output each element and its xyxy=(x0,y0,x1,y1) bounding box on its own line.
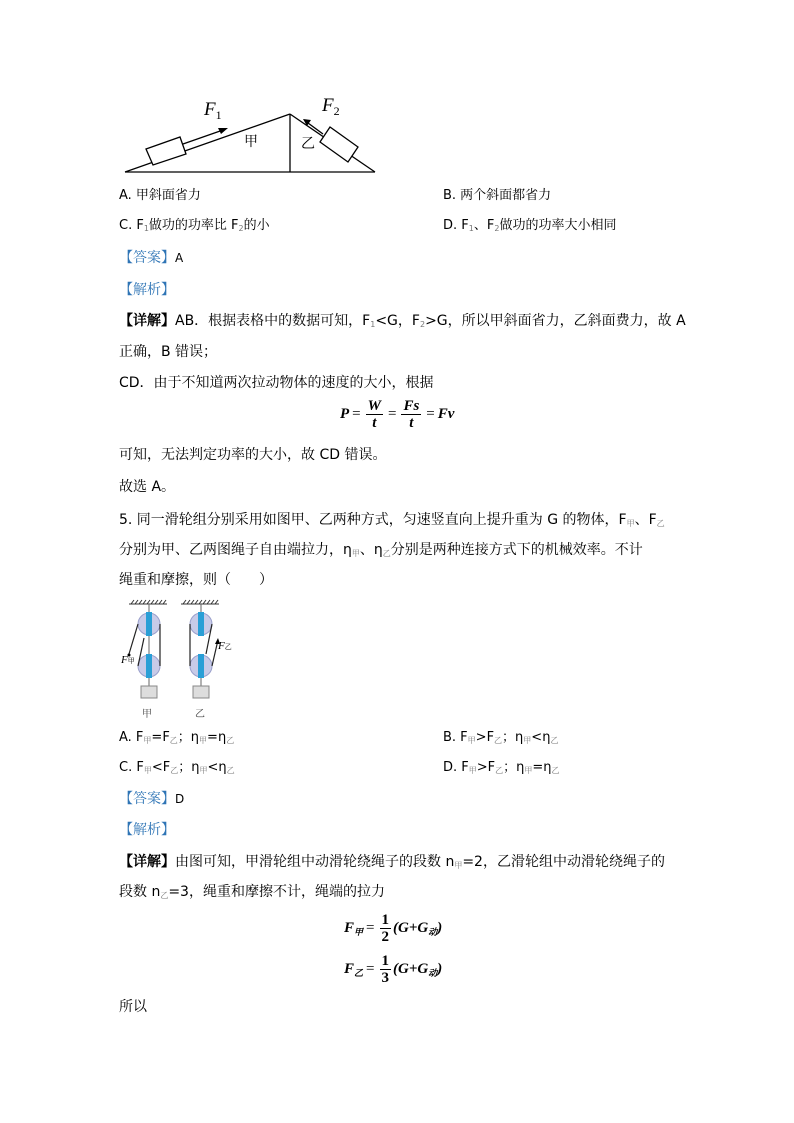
label-yi: 乙 xyxy=(301,136,315,152)
q5-stem-line2: 分别为甲、乙两图绳子自由端拉力，$\eta_甲$、$\eta_乙$分别是两种连接方式下的机械效率。不计 xyxy=(119,542,643,558)
q5-detail-line1: 【详解】由图可知，甲滑轮组中动滑轮绕绳子的段数 $n_甲=2$，乙滑轮组中动滑轮绕绳子的 xyxy=(119,854,665,870)
label-f1: $F_1$ xyxy=(204,99,222,122)
arrow-f1 xyxy=(183,130,223,144)
q4-option-a: A. 甲斜面省力 xyxy=(119,188,201,203)
q4-option-b: B. 两个斜面都省力 xyxy=(443,188,552,203)
answer-tag: 【答案】 xyxy=(119,791,175,807)
pulley-jia xyxy=(128,604,161,698)
label-jia: 甲 xyxy=(244,134,258,150)
q5-stem-line1: 5. 同一滑轮组分别采用如图甲、乙两种方式，匀速竖直向上提升重为 G 的物体，$F_甲$、$F_乙$ xyxy=(119,512,665,528)
q4-answer: 【答案】A xyxy=(119,250,184,266)
label-f-yi: F乙 xyxy=(218,640,232,652)
force-formula-jia: $F_甲$ = $\frac{1}{2}$ $(G+G_动)$ xyxy=(344,912,443,945)
q5-answer: 【答案】D xyxy=(119,791,185,807)
q5-option-b: B. $F_甲>F_乙$；$\eta_甲<\eta_乙$ xyxy=(443,730,559,745)
label-f-jia: F甲 xyxy=(121,654,135,666)
pulley-systems-figure xyxy=(115,598,245,708)
caption-yi: 乙 xyxy=(195,709,205,720)
q4-option-c: C. $F_1$做功的功率比 $F_2$的小 xyxy=(119,218,270,233)
q4-option-d: D. $F_1$、$F_2$做功的功率大小相同 xyxy=(443,218,617,233)
caption-jia: 甲 xyxy=(142,709,152,720)
q4-detail-line3: CD．由于不知道两次拉动物体的速度的大小，根据 xyxy=(119,375,434,391)
q5-option-d: D. $F_甲>F_乙$；$\eta_甲=\eta_乙$ xyxy=(443,760,560,775)
force-formula-yi: $F_乙$ = $\frac{1}{3}$ $(G+G_动)$ xyxy=(344,953,443,986)
q5-option-a: A. $F_甲=F_乙$；$\eta_甲=\eta_乙$ xyxy=(119,730,235,745)
q5-stem-line3: 绳重和摩擦，则（ ） xyxy=(119,572,273,588)
q5-detail-line2: 段数 $n_乙=3$，绳重和摩擦不计，绳端的拉力 xyxy=(119,884,385,900)
q5-detail-line3: 所以 xyxy=(119,999,147,1015)
q4-detail-line1: 【详解】AB．根据表格中的数据可知，$F_1<G$，$F_2>G$，所以甲斜面省力，乙斜面费力，故 A xyxy=(119,313,686,329)
q4-detail-line2: 正确，B 错误； xyxy=(119,344,218,360)
pulley-yi xyxy=(190,604,220,698)
q4-detail-line4: 可知，无法判定功率的大小，故 CD 错误。 xyxy=(119,447,387,463)
q5-analysis-tag: 【解析】 xyxy=(119,822,175,838)
q4-analysis-tag: 【解析】 xyxy=(119,282,175,298)
power-formula: P = $\frac{W}{t}$ = $\frac{Fs}{t}$ = Fv xyxy=(340,398,455,431)
q5-option-c: C. $F_甲<F_乙$；$\eta_甲<\eta_乙$ xyxy=(119,760,235,775)
answer-tag: 【答案】 xyxy=(119,250,175,266)
label-f2: $F_2$ xyxy=(322,95,340,118)
q4-detail-line5: 故选 A。 xyxy=(119,479,176,495)
block-jia xyxy=(146,137,186,165)
